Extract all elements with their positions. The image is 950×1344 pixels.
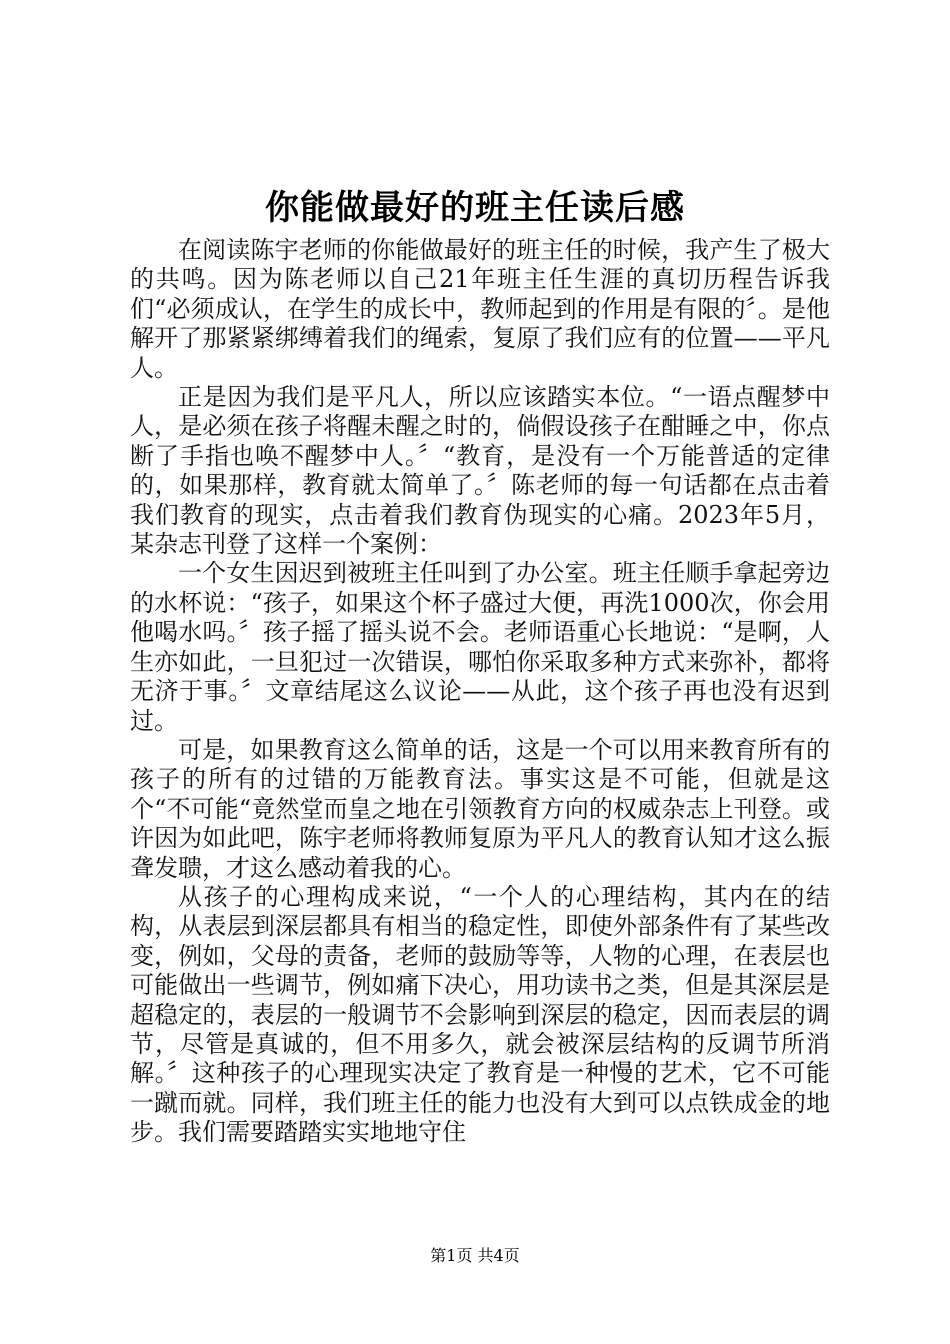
body-paragraph: 在阅读陈宇老师的你能做最好的班主任的时候，我产生了极大的共鸣。因为陈老师以自己21年班主任生涯的真切历程告诉我们“必须成认，在学生的成长中，教师起到的作用是有限的〞。是他解开了那紧紧绑缚着我们的绳索，复原了我们应有的位置——平凡人。 xyxy=(130,236,830,382)
document-title: 你能做最好的班主任读后感 xyxy=(265,188,685,228)
body-paragraph: 正是因为我们是平凡人，所以应该踏实本位。“一语点醒梦中人，是必须在孩子将醒未醒之时的，倘假设孩子在酣睡之中，你点断了手指也唤不醒梦中人。〞“教育，是没有一个万能普适的定律的，如果那样，教育就太简单了。〞陈老师的每一句话都在点击着我们教育的现实，点击着我们教育伪现实的心痛。2023年5月，某杂志刊登了这样一个案例： xyxy=(130,383,830,559)
body-paragraph: 一个女生因迟到被班主任叫到了办公室。班主任顺手拿起旁边的水杯说：“孩子，如果这个杯子盛过大便，再洗1000次，你会用他喝水吗。〞孩子摇了摇头说不会。老师语重心长地说：“是啊，人生亦如此，一旦犯过一次错误，哪怕你采取多种方式来弥补，都将无济于事。〞文章结尾这么议论——从此，这个孩子再也没有迟到过。 xyxy=(130,559,830,735)
body-paragraph: 从孩子的心理构成来说，“一个人的心理结构，其内在的结构，从表层到深层都具有相当的稳定性，即使外部条件有了某些改变，例如，父母的责备，老师的鼓励等等，人物的心理，在表层也可能做出一些调节，例如痛下决心，用功读书之类，但是其深层是超稳定的，表层的一般调节不会影响到深层的稳定，因而表层的调节，尽管是真诚的，但不用多久，就会被深层结构的反调节所消解。〞这种孩子的心理现实决定了教育是一种慢的艺术，它不可能一蹴而就。同样，我们班主任的能力也没有大到可以点铁成金的地步。我们需要踏踏实实地地守住 xyxy=(130,882,830,1147)
body-paragraph: 可是，如果教育这么简单的话，这是一个可以用来教育所有的孩子的所有的过错的万能教育法。事实这是不可能，但就是这个“不可能“竟然堂而皇之地在引领教育方向的权威杂志上刊登。或许因为如此吧，陈宇老师将教师复原为平凡人的教育认知才这么振聋发聩，才这么感动着我的心。 xyxy=(130,735,830,882)
document-body xyxy=(130,236,830,1148)
page-number-footer: 第1页 共4页 xyxy=(430,1246,520,1265)
